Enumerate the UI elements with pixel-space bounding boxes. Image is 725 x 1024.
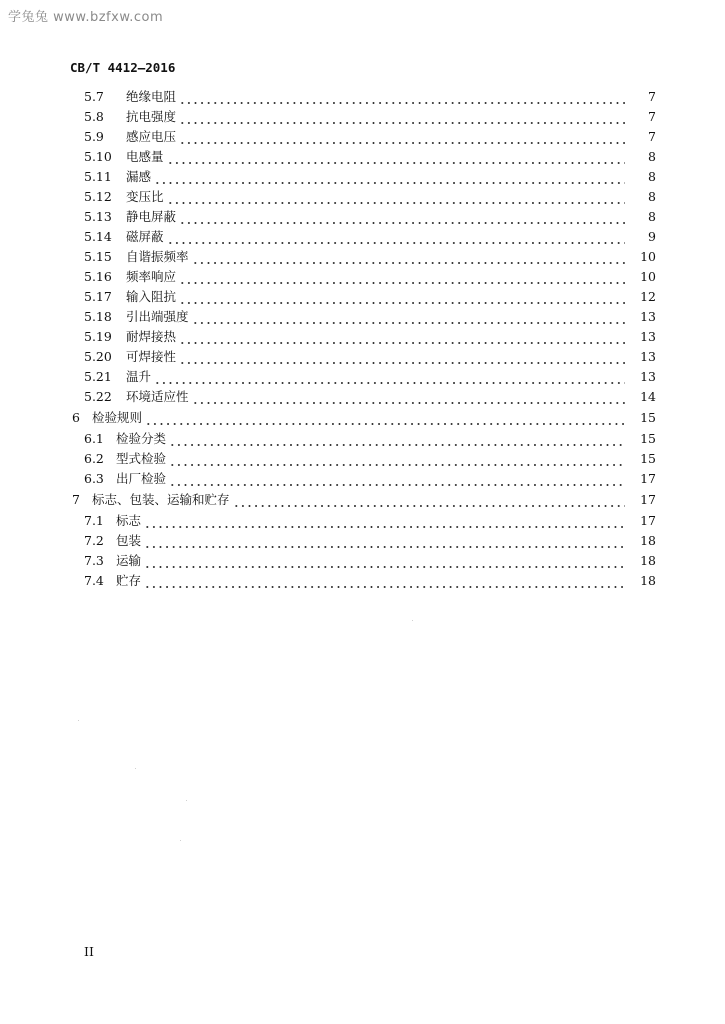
toc-entry-page: 8: [648, 149, 656, 164]
dot-leader: [179, 108, 625, 126]
toc-entry[interactable]: [84, 552, 656, 570]
dot-leader: [192, 388, 625, 406]
toc-entry-page: 7: [648, 109, 656, 124]
toc-entry-number: 5.21: [84, 369, 112, 384]
toc-entry[interactable]: [84, 128, 656, 146]
toc-entry-number: 5.10: [84, 149, 112, 164]
dot-leader: [167, 188, 625, 206]
toc-entry[interactable]: [72, 409, 656, 427]
toc-entry-title: 检验规则: [92, 410, 143, 425]
scan-speck: [135, 768, 136, 769]
toc-entry-title: 感应电压: [126, 129, 177, 144]
toc-entry-number: 6.2: [84, 451, 104, 466]
toc-entry-page: 17: [640, 471, 656, 486]
toc-entry[interactable]: [84, 388, 656, 406]
dot-leader: [179, 348, 625, 366]
dot-leader: [179, 268, 625, 286]
toc-entry-number: 7.4: [84, 573, 104, 588]
toc-entry[interactable]: [84, 228, 656, 246]
toc-entry-title: 频率响应: [126, 269, 177, 284]
toc-entry-title: 电感量: [126, 149, 164, 164]
toc-entry-page: 9: [648, 229, 656, 244]
toc-entry-page: 12: [640, 289, 656, 304]
toc-entry-number: 6.3: [84, 471, 104, 486]
toc-entry-title: 包装: [116, 533, 142, 548]
toc-entry-page: 15: [640, 451, 656, 466]
scan-speck: [78, 720, 79, 721]
toc-entry-number: 5.11: [84, 169, 112, 184]
dot-leader: [179, 288, 625, 306]
scan-speck: [412, 620, 413, 621]
dot-leader: [179, 328, 625, 346]
toc-entry-title: 贮存: [116, 573, 142, 588]
toc-entry[interactable]: [84, 512, 656, 530]
toc-entry-title: 耐焊接热: [126, 329, 177, 344]
toc-entry-number: 5.17: [84, 289, 112, 304]
toc-entry[interactable]: [84, 168, 656, 186]
toc-entry[interactable]: [84, 148, 656, 166]
toc-entry-number: 5.13: [84, 209, 112, 224]
dot-leader: [192, 308, 625, 326]
toc-entry-page: 18: [640, 533, 656, 548]
dot-leader: [144, 552, 625, 570]
toc-entry-page: 13: [640, 349, 656, 364]
toc-entry-title: 引出端强度: [126, 309, 189, 324]
toc-entry-page: 10: [640, 249, 656, 264]
dot-leader: [169, 470, 625, 488]
toc-entry[interactable]: [84, 470, 656, 488]
dot-leader: [179, 128, 625, 146]
toc-entry-page: 17: [640, 513, 656, 528]
toc-entry-number: 5.16: [84, 269, 112, 284]
toc-entry-number: 5.15: [84, 249, 112, 264]
toc-entry-title: 温升: [126, 369, 152, 384]
toc-entry[interactable]: [84, 88, 656, 106]
toc-entry-title: 型式检验: [116, 451, 167, 466]
toc-entry-number: 7.3: [84, 553, 104, 568]
dot-leader: [169, 450, 625, 468]
scan-speck: [186, 800, 187, 801]
dot-leader: [192, 248, 625, 266]
toc-entry-number: 5.12: [84, 189, 112, 204]
toc-entry-title: 输入阻抗: [126, 289, 177, 304]
page-number-footer: II: [84, 944, 94, 959]
toc-entry-title: 抗电强度: [126, 109, 177, 124]
toc-entry-number: 6: [72, 410, 80, 425]
toc-entry-number: 7: [72, 492, 80, 507]
standard-code-header: CB/T 4412—2016: [70, 60, 176, 75]
dot-leader: [179, 208, 625, 226]
toc-entry[interactable]: [84, 348, 656, 366]
toc-entry-page: 13: [640, 369, 656, 384]
toc-entry-title: 出厂检验: [116, 471, 167, 486]
toc-entry[interactable]: [84, 532, 656, 550]
toc-entry-page: 18: [640, 573, 656, 588]
toc-entry-number: 5.22: [84, 389, 112, 404]
toc-entry-page: 13: [640, 329, 656, 344]
toc-entry-page: 15: [640, 410, 656, 425]
toc-entry[interactable]: [84, 450, 656, 468]
toc-entry[interactable]: [84, 572, 656, 590]
toc-entry[interactable]: [84, 430, 656, 448]
toc-entry[interactable]: [72, 491, 656, 509]
toc-entry-title: 变压比: [126, 189, 164, 204]
toc-entry-number: 6.1: [84, 431, 104, 446]
toc-entry-page: 8: [648, 169, 656, 184]
toc-entry[interactable]: [84, 188, 656, 206]
toc-entry-title: 漏感: [126, 169, 152, 184]
toc-entry-title: 标志: [116, 513, 142, 528]
dot-leader: [144, 572, 625, 590]
toc-entry-number: 5.18: [84, 309, 112, 324]
toc-entry-title: 标志、包装、运输和贮存: [92, 492, 230, 507]
toc-entry-page: 7: [648, 129, 656, 144]
toc-entry-title: 静电屏蔽: [126, 209, 177, 224]
dot-leader: [145, 409, 625, 427]
toc-entry-number: 7.1: [84, 513, 104, 528]
toc-entry[interactable]: [84, 268, 656, 286]
toc-entry-number: 5.8: [84, 109, 104, 124]
dot-leader: [167, 148, 625, 166]
toc-entry-page: 17: [640, 492, 656, 507]
dot-leader: [169, 430, 625, 448]
dot-leader: [144, 532, 625, 550]
dot-leader: [154, 168, 625, 186]
toc-entry[interactable]: [84, 248, 656, 266]
toc-entry-page: 7: [648, 89, 656, 104]
toc-entry-page: 18: [640, 553, 656, 568]
toc-entry[interactable]: [84, 308, 656, 326]
toc-entry-page: 8: [648, 189, 656, 204]
toc-entry[interactable]: [84, 288, 656, 306]
toc-entry-title: 环境适应性: [126, 389, 189, 404]
toc-entry-page: 13: [640, 309, 656, 324]
toc-entry-number: 5.7: [84, 89, 104, 104]
toc-entry-number: 7.2: [84, 533, 104, 548]
toc-entry-number: 5.20: [84, 349, 112, 364]
watermark-text: 学兔兔 www.bzfxw.com: [8, 10, 164, 25]
toc-entry-title: 自谐振频率: [126, 249, 189, 264]
dot-leader: [154, 368, 625, 386]
toc-entry-title: 绝缘电阻: [126, 89, 177, 104]
toc-entry[interactable]: [84, 328, 656, 346]
dot-leader: [179, 88, 625, 106]
toc-entry-title: 运输: [116, 553, 142, 568]
toc-entry-title: 可焊接性: [126, 349, 177, 364]
toc-entry-page: 14: [640, 389, 656, 404]
dot-leader: [233, 491, 625, 509]
toc-entry-page: 10: [640, 269, 656, 284]
dot-leader: [144, 512, 625, 530]
toc-entry-page: 8: [648, 209, 656, 224]
toc-entry[interactable]: [84, 208, 656, 226]
toc-entry-title: 磁屏蔽: [126, 229, 164, 244]
toc-entry-title: 检验分类: [116, 431, 167, 446]
toc-entry[interactable]: [84, 108, 656, 126]
toc-entry-number: 5.9: [84, 129, 104, 144]
dot-leader: [167, 228, 625, 246]
toc-entry-number: 5.19: [84, 329, 112, 344]
toc-entry-number: 5.14: [84, 229, 112, 244]
toc-entry-page: 15: [640, 431, 656, 446]
toc-entry[interactable]: [84, 368, 656, 386]
scan-speck: [180, 840, 181, 841]
